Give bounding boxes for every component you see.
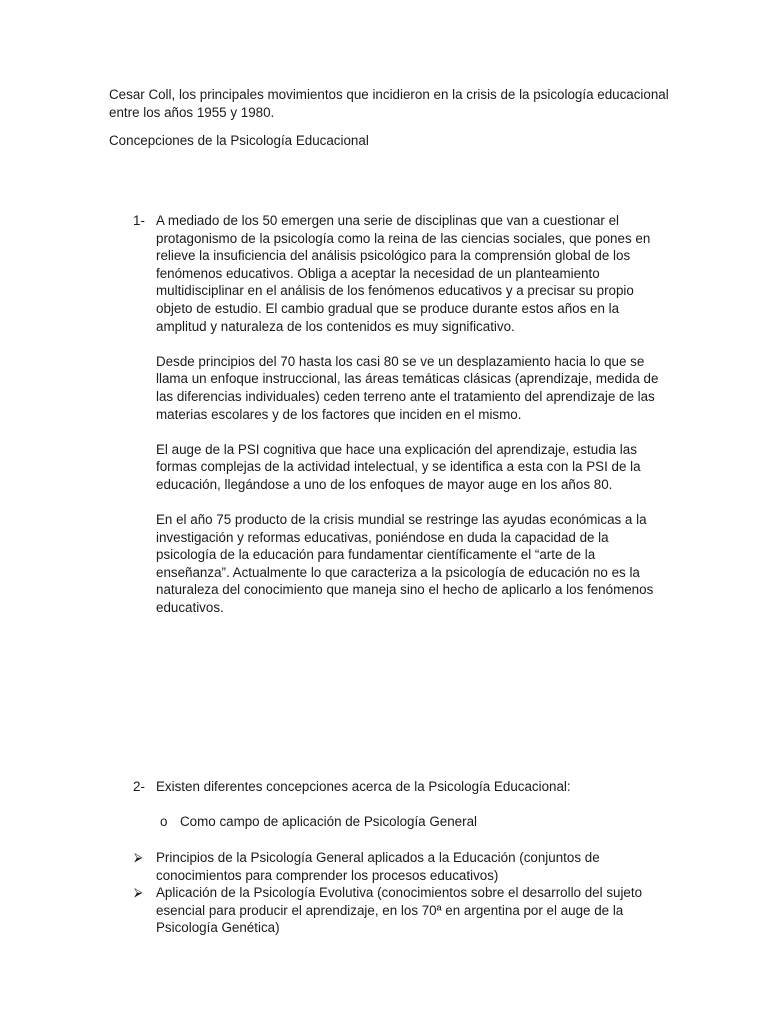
arrow-bullet-icon: ⮚ xyxy=(134,850,143,864)
section-2-intro: Existen diferentes concepciones acerca de la Psicología Educacional: xyxy=(156,779,571,794)
arrow-list-item: Principios de la Psicología General aplicados a la Educación (conjuntos de conocimientos para comprender los procesos educativos) xyxy=(156,850,600,883)
title-line-1: Cesar Coll, los principales movimientos que incidieron en la crisis de la psicología educacional xyxy=(109,87,669,102)
arrow-bullet-icon: ⮚ xyxy=(134,885,143,899)
section-1-paragraph: A mediado de los 50 emergen una serie de disciplinas que van a cuestionar el protagonismo de la psicología como la reina de las ciencias sociales, que pones en relieve la insuficiencia del análisis psicológico para la comprensión global de los fenómenos educativos. Obliga a aceptar la necesidad de un planteamiento multidisciplinar en el análisis de los fenómenos educativos y a precisar su propio objeto de estudio. El cambio gradual que se produce durante estos años en la amplitud y naturaleza de los contenidos es muy significativo. xyxy=(156,213,651,334)
section-2-number: 2- xyxy=(133,779,145,794)
sub-list-item: Como campo de aplicación de Psicología General xyxy=(180,814,477,829)
document-subtitle: Concepciones de la Psicología Educacional xyxy=(109,133,369,148)
section-1-number: 1- xyxy=(133,213,145,228)
section-1-paragraph: Desde principios del 70 hasta los casi 80 se ve un desplazamiento hacia lo que se llama un enfoque instruccional, las áreas temáticas clásicas (aprendizaje, medida de las diferencias individuales) ceden terreno ante el tratamiento del aprendizaje de las materias escolares y de los factores que inciden en el mismo. xyxy=(156,353,659,422)
title-line-2: entre los años 1955 y 1980. xyxy=(109,104,275,120)
section-1-body xyxy=(156,212,661,634)
document-title xyxy=(109,86,669,121)
section-1-paragraph: El auge de la PSI cognitiva que hace una explicación del aprendizaje, estudia las formas complejas de la actividad intelectual, y se identifica a esta con la PSI de la educación, llegándose a uno de los enfoques de mayor auge en los años 80. xyxy=(156,441,641,492)
arrow-list-item: Aplicación de la Psicología Evolutiva (conocimientos sobre el desarrollo del sujeto esencial para producir el aprendizaje, en los 70ª en argentina por el auge de la Psicología Genética) xyxy=(156,885,643,936)
circle-bullet-icon: o xyxy=(160,814,168,829)
section-1-paragraph: En el año 75 producto de la crisis mundial se restringe las ayudas económicas a la investigación y reformas educativas, poniéndose en duda la capacidad de la psicología de la educación para fundamentar científicamente el “arte de la enseñanza”. Actualmente lo que caracteriza a la psicología de educación no es la naturaleza del conocimiento que maneja sino el hecho de aplicarlo a los fenómenos educativos. xyxy=(156,512,654,616)
